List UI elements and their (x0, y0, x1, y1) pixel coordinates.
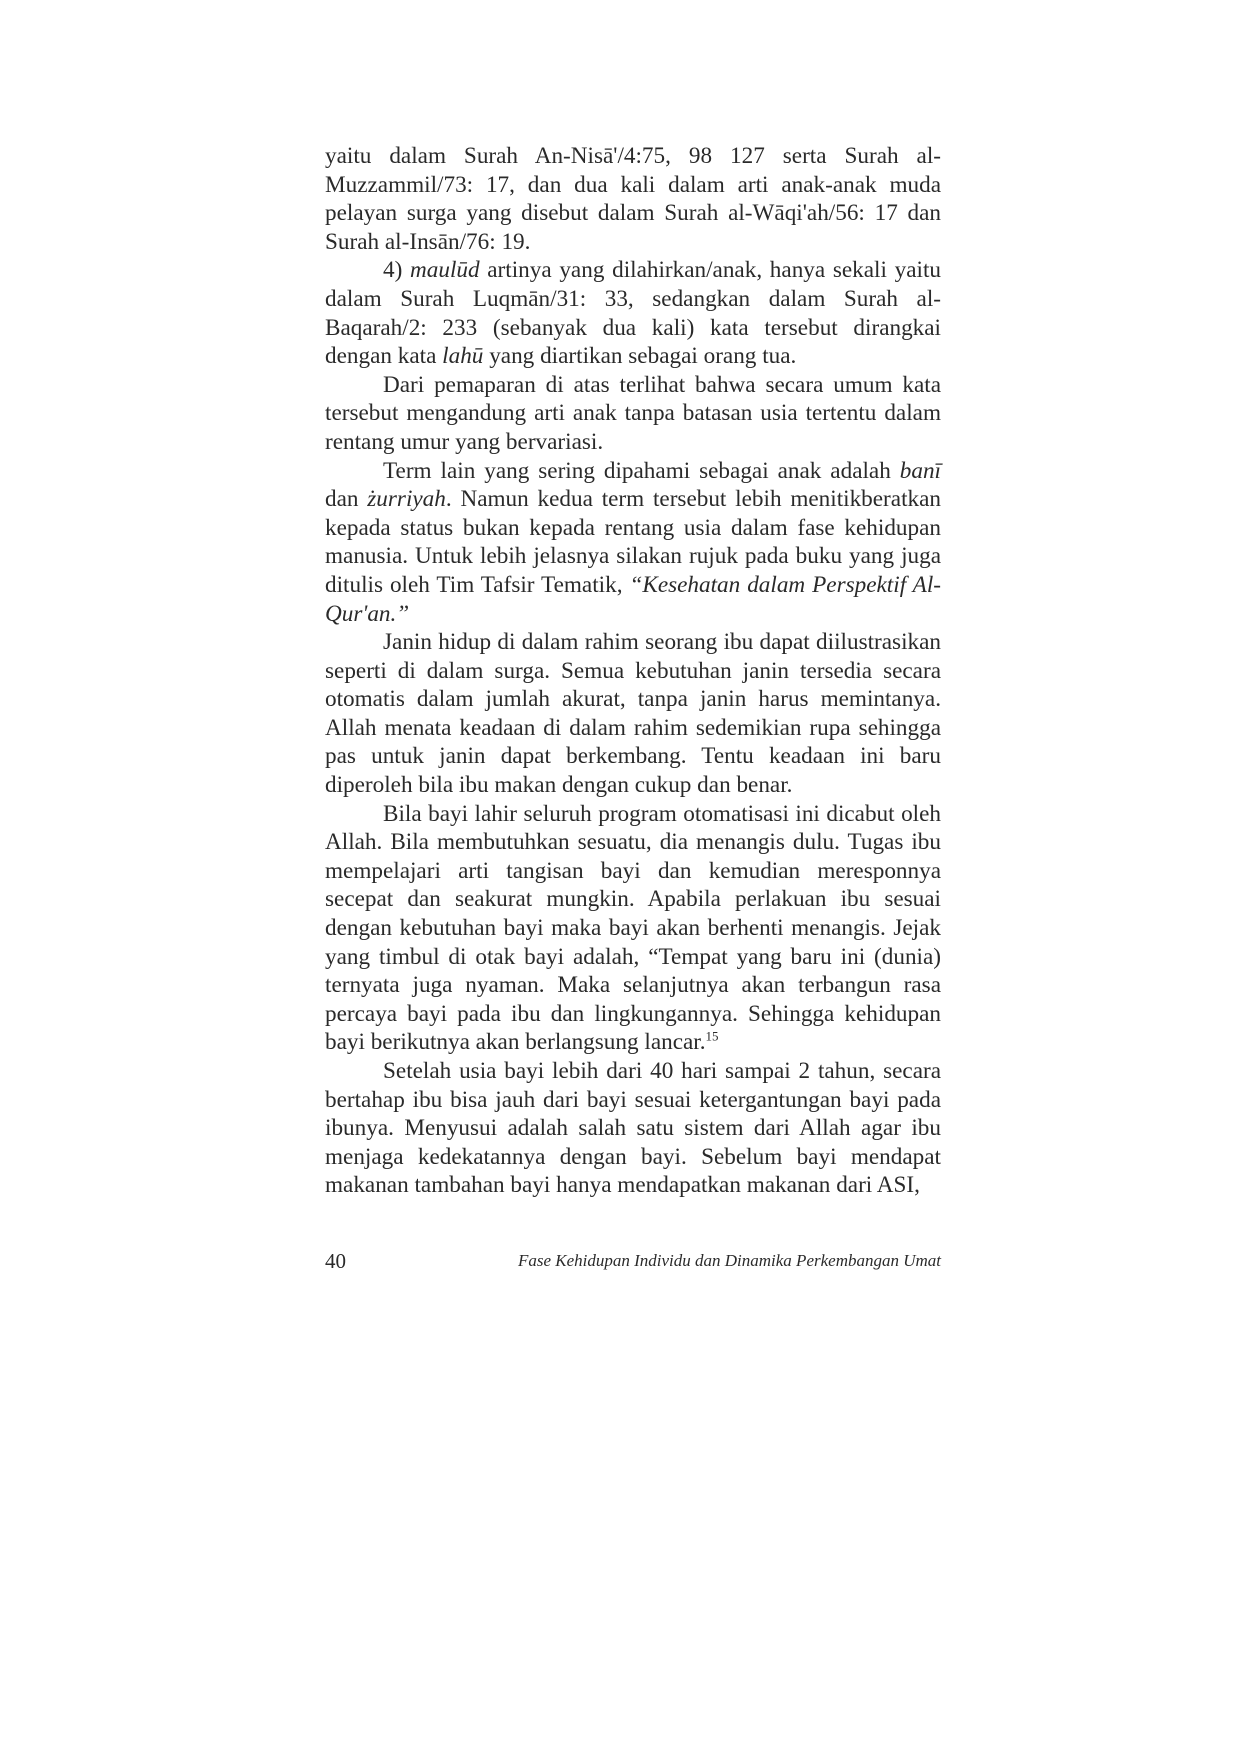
term-maulud: maulūd (410, 257, 480, 284)
paragraph-text: yang diartikan sebagai orang tua. (483, 343, 797, 370)
paragraph-janin: Janin hidup di dalam rahim seorang ibu dapat diilustrasikan seperti di dalam surga. Semua kebutuhan janin tersedia secara otomatis dalam jumlah akurat, tanpa janin harus memintanya. Allah menata keadaan di dalam rahim sedemikian rupa sehingga pas untuk janin dapat berkembang. Tentu keadaan ini baru diperoleh bila ibu makan dengan cukup dan benar. (325, 629, 941, 799)
footnote-reference: 15 (705, 1028, 719, 1044)
paragraph-continued: yaitu dalam Surah An-Nisā'/4:75, 98 127 serta Surah al-Muzzammil/73: 17, dan dua kali dalam arti anak-anak muda pelayan surga yang disebut dalam Surah al-Wāqi'ah/56: 17 dan Surah al-Insān/76: 19. (325, 143, 941, 255)
term-bani: banī (899, 457, 941, 484)
running-title: Fase Kehidupan Individu dan Dinamika Perkembangan Umat (517, 1251, 941, 1270)
paragraph-text: Term lain yang sering dipahami sebagai anak adalah (383, 457, 900, 484)
page-footer (325, 1249, 941, 1279)
paragraph-setelah-usia: Setelah usia bayi lebih dari 40 hari sampai 2 tahun, secara bertahap ibu bisa jauh dari bayi sesuai ketergantungan bayi pada ibunya. Menyusui adalah salah satu sistem dari Allah agar ibu menjaga kedekatannya dengan bayi. Sebelum bayi mendapat makanan tambahan bayi hanya mendapatkan makanan dari ASI, (325, 1058, 941, 1199)
paragraph-other-terms (325, 457, 941, 629)
term-lahu: lahū (442, 343, 484, 370)
paragraph-text: Bila bayi lahir seluruh program otomatisasi ini dicabut oleh Allah. Bila membutuhkan sesuatu, dia menangis dulu. Tugas ibu mempelajari arti tangisan bayi dan kemudian meresponnya secepat dan seakurat mungkin. Apabila perlakuan ibu sesuai dengan kebutuhan bayi maka bayi akan berhenti menangis. Jejak yang timbul di otak bayi adalah, “Tempat yang baru ini (dunia) ternyata juga nyaman. Maka selanjutnya akan terbangun rasa percaya bayi pada ibu dan lingkungannya. Sehingga kehidupan bayi berikutnya akan berlangsung lancar. (325, 800, 941, 1056)
body-text (325, 142, 941, 1200)
paragraph-text: artinya yang dilahirkan/anak, hanya sekali yaitu dalam Surah Luqmān/31: 33, sedangkan dalam Surah al-Baqarah/2: 233 (sebanyak dua kali) kata tersebut dirangkai dengan kata (325, 257, 941, 370)
term-zurriyah: żurriyah (367, 486, 446, 513)
paragraph-bayi-lahir (325, 800, 941, 1057)
paragraph-maulud (325, 256, 941, 370)
book-title: “Kesehatan dalam Perspektif Al-Qur'an.” (325, 571, 942, 627)
page-number: 40 (325, 1249, 346, 1273)
paragraph-text: dan (325, 486, 368, 513)
list-number: 4) (383, 257, 411, 284)
paragraph-summary: Dari pemaparan di atas terlihat bahwa secara umum kata tersebut mengandung arti anak tanpa batasan usia tertentu dalam rentang umur yang bervariasi. (325, 371, 941, 455)
paragraph-text: . Namun kedua term tersebut lebih menitikberatkan kepada status bukan kepada rentang usia dalam fase kehidupan manusia. Untuk lebih jelasnya silakan rujuk pada buku yang juga ditulis oleh Tim Tafsir Tematik, (325, 486, 941, 598)
